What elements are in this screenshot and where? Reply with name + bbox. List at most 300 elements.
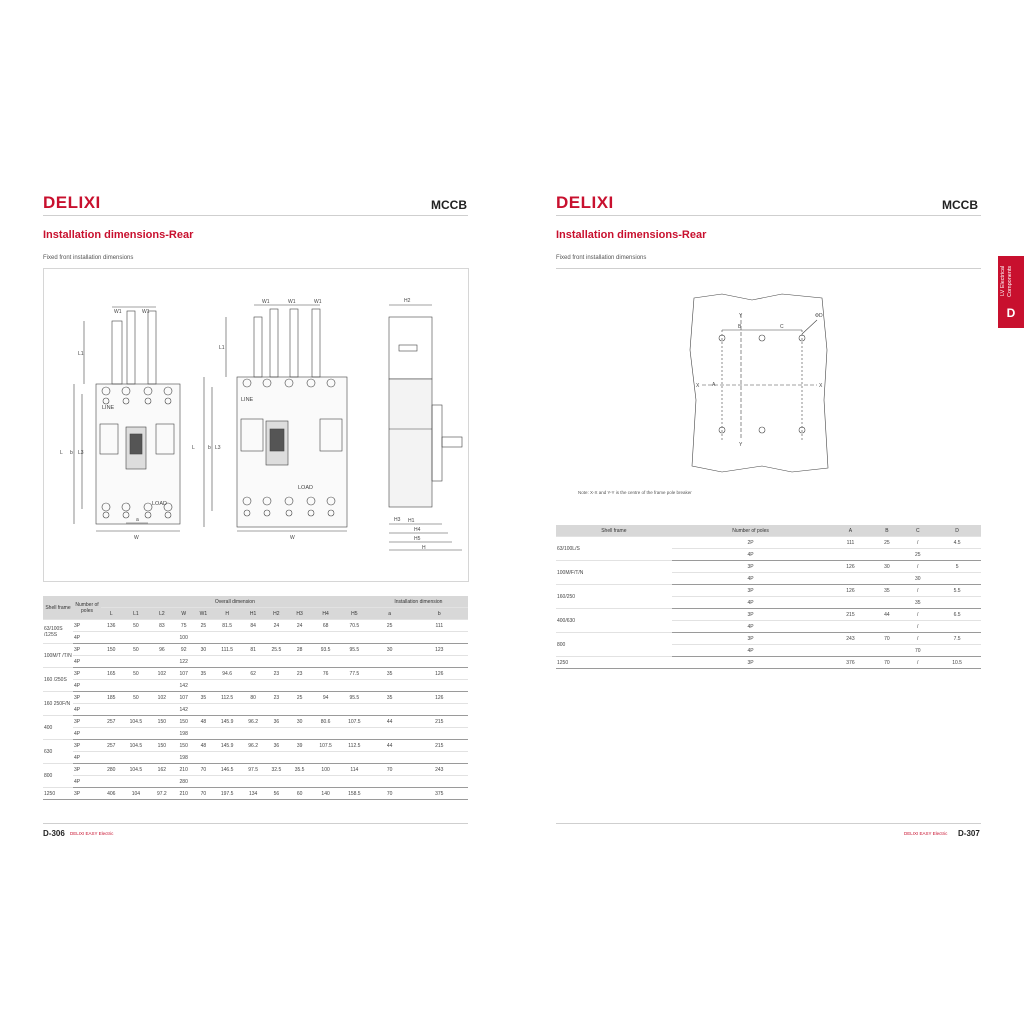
cell-value: 375 — [411, 788, 468, 800]
cell-value: 134 — [242, 788, 265, 800]
cell-value: / — [902, 633, 933, 645]
cell-value: 145.9 — [213, 716, 242, 728]
cell-poles: 3P — [672, 657, 830, 669]
cell-value: 48 — [194, 716, 213, 728]
cell-value — [194, 656, 213, 668]
cell-value — [933, 573, 981, 585]
cell-value — [340, 680, 369, 692]
cell-poles: 4P — [73, 632, 101, 644]
cell-value: 30 — [288, 716, 311, 728]
cell-value — [288, 656, 311, 668]
header-mccb: MCCB — [431, 198, 467, 212]
cell-poles: 3P — [73, 620, 101, 632]
cell-value: 97.2 — [150, 788, 173, 800]
cell-poles: 4P — [73, 704, 101, 716]
label-load-3p: LOAD — [152, 501, 167, 507]
footer-divider — [43, 823, 468, 824]
cell-value: 210 — [173, 788, 193, 800]
dimension-table-left — [43, 596, 468, 800]
label-l3-4p: L3 — [215, 445, 221, 451]
cell-value: 60 — [288, 788, 311, 800]
cell-value: 7.5 — [933, 633, 981, 645]
column-header: C — [902, 525, 933, 537]
cell-value: 30 — [369, 644, 411, 656]
cell-value — [369, 632, 411, 644]
cell-value — [411, 752, 468, 764]
cell-value: 96.2 — [242, 716, 265, 728]
cell-shell-frame: 400/630 — [556, 609, 672, 633]
table-row — [43, 668, 468, 680]
cell-value: 30 — [194, 644, 213, 656]
cell-value — [265, 632, 288, 644]
cell-value: 25 — [194, 620, 213, 632]
cell-value: 111.5 — [213, 644, 242, 656]
cell-value: 280 — [173, 776, 193, 788]
cell-value: 70 — [902, 645, 933, 657]
cell-value: 84 — [242, 620, 265, 632]
dimension-table-right — [556, 525, 981, 669]
cell-value: 100 — [311, 764, 340, 776]
cell-value — [150, 656, 173, 668]
cell-value: 197.5 — [213, 788, 242, 800]
cell-value: 83 — [150, 620, 173, 632]
column-header-row — [556, 525, 981, 537]
cell-value: 50 — [121, 644, 150, 656]
label-a-3p: a — [136, 517, 139, 523]
cell-value: 126 — [829, 561, 871, 573]
footer-text: DELIXI EASY Electric — [70, 831, 114, 836]
cell-value — [311, 776, 340, 788]
cell-value — [872, 597, 903, 609]
cell-value — [933, 549, 981, 561]
cell-value — [194, 704, 213, 716]
cell-value — [265, 776, 288, 788]
cell-poles: 4P — [73, 680, 101, 692]
label-a: A — [712, 382, 716, 388]
cell-value: 112.5 — [340, 740, 369, 752]
section-title: Installation dimensions-Rear — [43, 229, 194, 241]
cell-value — [411, 704, 468, 716]
cell-value: 136 — [101, 620, 121, 632]
cell-value: 80 — [242, 692, 265, 704]
cell-value — [213, 776, 242, 788]
th-shell-frame: Shell frame — [43, 596, 73, 620]
cell-value: 25 — [369, 620, 411, 632]
column-header: H — [213, 608, 242, 620]
table-row — [43, 776, 468, 788]
cell-value — [411, 632, 468, 644]
cell-value: 142 — [173, 704, 193, 716]
cell-value: 48 — [194, 740, 213, 752]
table-row — [43, 716, 468, 728]
section-title: Installation dimensions-Rear — [556, 229, 707, 241]
cell-value: 70 — [369, 764, 411, 776]
table-row — [43, 680, 468, 692]
cell-shell-frame: 100M/T /T/N — [43, 644, 73, 668]
cell-value — [101, 656, 121, 668]
cell-value — [101, 704, 121, 716]
table-row — [43, 704, 468, 716]
cell-value: 96 — [150, 644, 173, 656]
cell-value — [872, 621, 903, 633]
cell-value — [101, 776, 121, 788]
column-header: b — [411, 608, 468, 620]
cell-value: 92 — [173, 644, 193, 656]
cell-value: 39 — [288, 740, 311, 752]
dimension-table-left-body — [43, 620, 468, 800]
page-number: D-307 — [958, 829, 980, 838]
cell-value: 280 — [101, 764, 121, 776]
cell-value — [933, 597, 981, 609]
cell-shell-frame: 400 — [43, 716, 73, 740]
cell-poles: 4P — [672, 597, 830, 609]
cell-value: / — [902, 585, 933, 597]
cell-value: 198 — [173, 728, 193, 740]
cell-value: 70 — [872, 633, 903, 645]
cell-value — [311, 656, 340, 668]
cell-value: 111 — [829, 537, 871, 549]
column-header: W — [173, 608, 193, 620]
cell-value — [311, 632, 340, 644]
cell-value: 142 — [173, 680, 193, 692]
cell-value — [311, 704, 340, 716]
label-line-3p: LINE — [102, 405, 115, 411]
cell-value — [411, 776, 468, 788]
cell-value: 24 — [288, 620, 311, 632]
cell-value — [829, 549, 871, 561]
cell-value — [121, 632, 150, 644]
cell-value: 215 — [411, 716, 468, 728]
cell-value — [213, 752, 242, 764]
label-h2: H2 — [404, 298, 411, 304]
cell-value: 93.5 — [311, 644, 340, 656]
cell-value: 126 — [829, 585, 871, 597]
cell-value: 70 — [369, 788, 411, 800]
column-header: H1 — [242, 608, 265, 620]
footer-divider — [556, 823, 981, 824]
cell-value: 25.5 — [265, 644, 288, 656]
cell-poles: 4P — [672, 645, 830, 657]
cell-value — [101, 752, 121, 764]
label-c: C — [780, 324, 784, 330]
cell-value: 257 — [101, 740, 121, 752]
cell-shell-frame: 160 /250S — [43, 668, 73, 692]
cell-value — [213, 680, 242, 692]
cell-value: 107 — [173, 668, 193, 680]
cell-value — [213, 728, 242, 740]
label-h: H — [422, 545, 426, 551]
cell-value: 44 — [872, 609, 903, 621]
cell-value: 44 — [369, 740, 411, 752]
cell-value: 95.5 — [340, 644, 369, 656]
cell-value — [242, 680, 265, 692]
column-header-row — [43, 608, 468, 620]
cell-value — [311, 728, 340, 740]
table-row — [43, 788, 468, 800]
header-divider — [556, 215, 981, 216]
cell-value: 35 — [194, 668, 213, 680]
cell-shell-frame: 160/250 — [556, 585, 672, 609]
cell-value — [288, 680, 311, 692]
table-row — [43, 764, 468, 776]
column-header: Number of poles — [672, 525, 830, 537]
cell-value: 376 — [829, 657, 871, 669]
cell-value: 107.5 — [311, 740, 340, 752]
drawing-note: Note: X-X and Y-Y is the centre of the frame pole breaker — [578, 490, 692, 495]
label-y-top: Y — [739, 313, 743, 319]
column-header: H3 — [288, 608, 311, 620]
cell-poles: 3P — [73, 740, 101, 752]
column-header: L1 — [121, 608, 150, 620]
cell-value — [288, 752, 311, 764]
cell-poles: 3P — [73, 644, 101, 656]
cell-value: 145.9 — [213, 740, 242, 752]
cell-value — [311, 680, 340, 692]
cell-value: 75 — [173, 620, 193, 632]
label-l1-4p: L1 — [219, 345, 225, 351]
cell-value — [411, 680, 468, 692]
column-header: L2 — [150, 608, 173, 620]
cell-value: 165 — [101, 668, 121, 680]
label-y-bottom: Y — [739, 442, 743, 448]
cell-value — [150, 776, 173, 788]
table-row — [43, 644, 468, 656]
figure-subtitle: Fixed front installation dimensions — [43, 255, 134, 261]
cell-poles: 3P — [73, 764, 101, 776]
dimension-drawing-box — [43, 268, 469, 582]
cell-value: 25 — [288, 692, 311, 704]
cell-value: 95.5 — [340, 692, 369, 704]
cell-value — [369, 656, 411, 668]
cell-value: 32.5 — [265, 764, 288, 776]
cell-value: 25 — [902, 549, 933, 561]
cell-value — [829, 645, 871, 657]
th-overall-dimension: Overall dimension — [101, 596, 369, 608]
cell-value: 104 — [121, 788, 150, 800]
cell-value — [340, 704, 369, 716]
table-row — [556, 657, 981, 669]
cell-value: 70.5 — [340, 620, 369, 632]
cell-poles: 4P — [672, 621, 830, 633]
cell-value — [265, 656, 288, 668]
cell-value — [411, 728, 468, 740]
column-header: Shell frame — [556, 525, 672, 537]
cell-value: 23 — [288, 668, 311, 680]
cell-value: 150 — [173, 716, 193, 728]
cell-value — [121, 728, 150, 740]
cell-value: 243 — [411, 764, 468, 776]
breaker-drawings — [44, 269, 468, 581]
side-tab-label: LV Electrical Components — [1000, 265, 1013, 297]
cell-value — [872, 645, 903, 657]
column-header: a — [369, 608, 411, 620]
cell-value: 257 — [101, 716, 121, 728]
cell-value: 150 — [150, 716, 173, 728]
cell-value: 4.5 — [933, 537, 981, 549]
label-load-4p: LOAD — [298, 485, 313, 491]
table-row — [43, 752, 468, 764]
th-number-of-poles: Number of poles — [73, 596, 101, 620]
cell-value — [829, 573, 871, 585]
cell-value: 406 — [101, 788, 121, 800]
column-header: D — [933, 525, 981, 537]
cell-value — [194, 680, 213, 692]
cell-value: 122 — [173, 656, 193, 668]
table-row — [556, 633, 981, 645]
label-l1-3p: L1 — [78, 351, 84, 357]
cell-value — [369, 752, 411, 764]
cell-value — [121, 680, 150, 692]
table-row — [43, 728, 468, 740]
cell-value: 24 — [265, 620, 288, 632]
cell-value: 243 — [829, 633, 871, 645]
cell-value — [340, 728, 369, 740]
cell-value: 10.5 — [933, 657, 981, 669]
label-w1-3p: W1 — [114, 309, 122, 315]
label-w1-4p-c: W1 — [314, 299, 322, 305]
cell-value — [150, 752, 173, 764]
label-line-4p: LINE — [241, 397, 254, 403]
cell-value — [872, 573, 903, 585]
cell-value: 35 — [902, 597, 933, 609]
cell-value: 30 — [902, 573, 933, 585]
cell-poles: 4P — [672, 573, 830, 585]
label-w1-4p: W1 — [262, 299, 270, 305]
cell-poles: 3P — [73, 668, 101, 680]
column-header: A — [829, 525, 871, 537]
cell-value: 198 — [173, 752, 193, 764]
cell-value: 50 — [121, 692, 150, 704]
cell-value — [288, 632, 311, 644]
cell-poles: 3P — [672, 561, 830, 573]
cell-value: 104.5 — [121, 740, 150, 752]
cell-value — [340, 656, 369, 668]
label-w-4p: W — [290, 535, 295, 541]
cell-shell-frame: 800 — [556, 633, 672, 657]
cell-value: 185 — [101, 692, 121, 704]
cell-value — [121, 704, 150, 716]
label-l3-3p: L3 — [78, 450, 84, 456]
cell-value: 107 — [173, 692, 193, 704]
cell-value: 23 — [265, 668, 288, 680]
cell-value — [242, 728, 265, 740]
cell-value: 107.5 — [340, 716, 369, 728]
cell-poles: 4P — [73, 752, 101, 764]
section-side-tab — [998, 256, 1024, 328]
cell-value: 70 — [194, 764, 213, 776]
cell-poles: 4P — [73, 728, 101, 740]
cell-value: / — [902, 621, 933, 633]
cell-value: 140 — [311, 788, 340, 800]
cell-value: 104.5 — [121, 716, 150, 728]
cell-value: 146.5 — [213, 764, 242, 776]
table-row — [556, 537, 981, 549]
cell-value — [411, 656, 468, 668]
cell-value: / — [902, 609, 933, 621]
cell-value — [288, 728, 311, 740]
cell-value: 77.5 — [340, 668, 369, 680]
cell-value: 81.5 — [213, 620, 242, 632]
side-tab-letter: D — [1006, 306, 1016, 320]
cell-value: / — [902, 537, 933, 549]
cell-value: 210 — [173, 764, 193, 776]
cell-value: 162 — [150, 764, 173, 776]
cell-value: 44 — [369, 716, 411, 728]
page-number: D-306 — [43, 829, 65, 838]
cell-shell-frame: 100M/F/T/N — [556, 561, 672, 585]
cell-value — [288, 776, 311, 788]
cell-value: 35 — [872, 585, 903, 597]
cell-shell-frame: 63/100L/S — [556, 537, 672, 561]
cell-value: 150 — [173, 740, 193, 752]
cell-value: 96.2 — [242, 740, 265, 752]
table-row — [43, 656, 468, 668]
label-h4: H4 — [414, 527, 421, 533]
cell-value: 104.5 — [121, 764, 150, 776]
cell-poles: 3P — [672, 609, 830, 621]
cell-shell-frame: 63/100S /125S — [43, 620, 73, 644]
cell-value — [194, 632, 213, 644]
mounting-hole-drawing — [682, 290, 842, 475]
cell-value: 97.5 — [242, 764, 265, 776]
cell-value — [101, 632, 121, 644]
cell-value — [242, 704, 265, 716]
cell-value: 35 — [194, 692, 213, 704]
cell-value — [340, 632, 369, 644]
cell-value — [242, 752, 265, 764]
figure-top-divider — [556, 268, 981, 269]
cell-shell-frame: 1250 — [43, 788, 73, 800]
cell-value: 76 — [311, 668, 340, 680]
label-w-3p: W — [134, 535, 139, 541]
cell-value: 94.6 — [213, 668, 242, 680]
cell-value: 6.5 — [933, 609, 981, 621]
cell-value: 70 — [194, 788, 213, 800]
dimension-table-right-body — [556, 537, 981, 669]
figure-subtitle: Fixed front installation dimensions — [556, 255, 647, 261]
cell-value — [150, 632, 173, 644]
cell-value — [265, 728, 288, 740]
brand-logo: DELIXI — [43, 193, 101, 212]
cell-poles: 3P — [73, 788, 101, 800]
cell-poles: 4P — [73, 656, 101, 668]
cell-value — [288, 704, 311, 716]
label-x-right: X — [819, 383, 823, 389]
cell-value: 28 — [288, 644, 311, 656]
cell-value — [829, 621, 871, 633]
brand-logo: DELIXI — [556, 193, 614, 212]
label-h1: H1 — [408, 518, 415, 524]
column-header: L — [101, 608, 121, 620]
cell-value: 81 — [242, 644, 265, 656]
cell-value: 50 — [121, 620, 150, 632]
cell-value — [194, 728, 213, 740]
cell-value — [369, 776, 411, 788]
cell-value: 35.5 — [288, 764, 311, 776]
cell-value — [265, 680, 288, 692]
cell-poles: 3P — [672, 585, 830, 597]
cell-value — [933, 645, 981, 657]
table-row — [43, 740, 468, 752]
table-row — [43, 620, 468, 632]
cell-value — [933, 621, 981, 633]
cell-value: 123 — [411, 644, 468, 656]
cell-value: 126 — [411, 668, 468, 680]
cell-value: 111 — [411, 620, 468, 632]
column-header: H2 — [265, 608, 288, 620]
table-row — [556, 609, 981, 621]
table-row — [43, 632, 468, 644]
